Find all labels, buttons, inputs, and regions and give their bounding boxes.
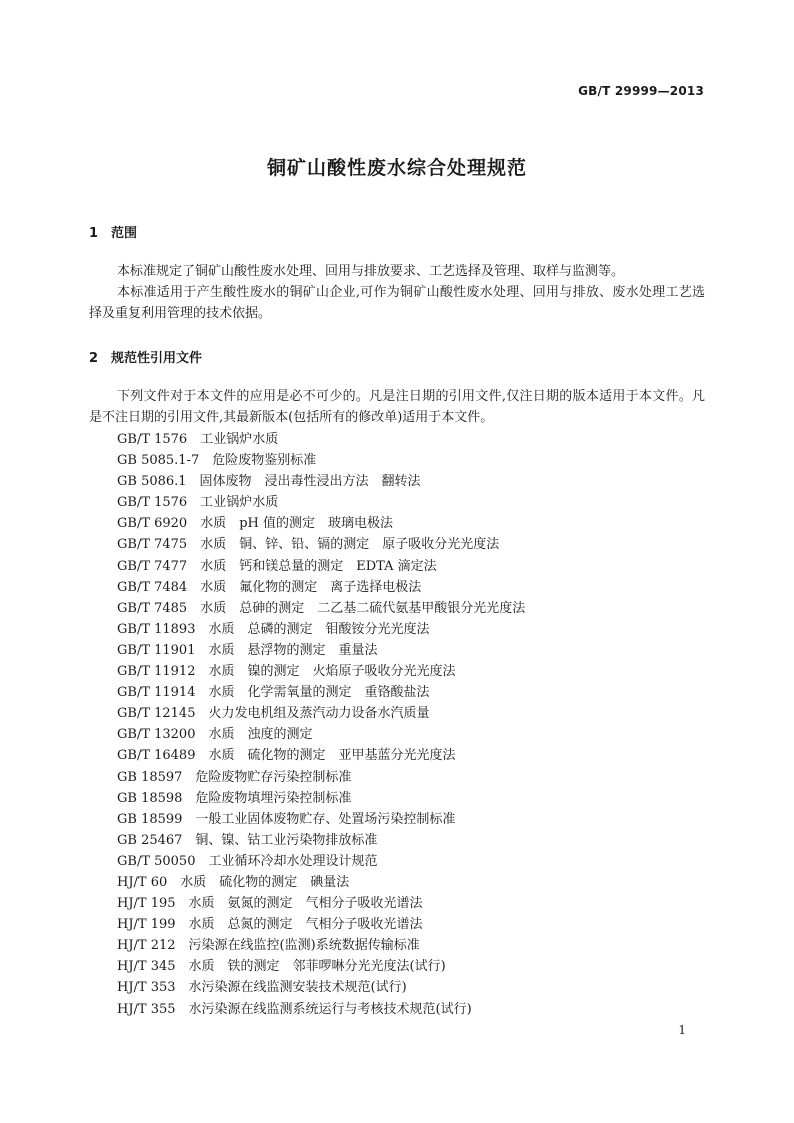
reference-item: GB/T 16489 水质 硫化物的测定 亚甲基蓝分光光度法 [117,748,456,764]
reference-item: GB/T 7475 水质 铜、锌、铅、镉的测定 原子吸收分光光度法 [117,537,500,553]
reference-item: GB 18597 危险废物贮存污染控制标准 [117,769,352,785]
reference-item: GB/T 13200 水质 浊度的测定 [117,727,313,743]
section-number: 2 [89,351,99,366]
section-title: 范围 [111,226,138,241]
reference-item: GB/T 1576 工业锅炉水质 [117,432,279,447]
reference-item: GB/T 7485 水质 总砷的测定 二乙基二硫代氨基甲酸银分光光度法 [117,600,526,616]
reference-item: GB 25467 铜、镍、钴工业污染物排放标准 [117,832,378,848]
standard-number: GB/T 29999—2013 [578,84,704,98]
reference-item: HJ/T 212 污染源在线监控(监测)系统数据传输标准 [117,938,420,954]
reference-item: GB 18598 危险废物填埋污染控制标准 [117,790,352,806]
reference-item: GB/T 7477 水质 钙和镁总量的测定 EDTA 滴定法 [117,558,437,574]
reference-item: GB 18599 一般工业固体废物贮存、处置场污染控制标准 [117,811,456,827]
reference-item: HJ/T 199 水质 总氮的测定 气相分子吸收光谱法 [117,917,423,933]
reference-item: GB 5085.1-7 危险废物鉴别标准 [117,453,317,469]
scope-paragraph-1: 本标准规定了铜矿山酸性废水处理、回用与排放要求、工艺选择及管理、取样与监测等。 [117,264,625,279]
reference-item: GB/T 1576 工业锅炉水质 [117,495,279,511]
page-number: 1 [678,1023,686,1037]
reference-item: HJ/T 345 水质 铁的测定 邻菲啰啉分光光度法(试行) [117,959,446,975]
scope-paragraph-2: 本标准适用于产生酸性废水的铜矿山企业,可作为铜矿山酸性废水处理、回用与排放、废水处理工艺选择及重复利用管理的技术依据。 [89,285,705,321]
section-heading-normative-references [89,347,202,366]
reference-item: HJ/T 195 水质 氨氮的测定 气相分子吸收光谱法 [117,896,423,912]
reference-item: GB/T 6920 水质 pH 值的测定 玻璃电极法 [117,516,393,532]
section-heading-scope [89,222,137,241]
reference-item: HJ/T 60 水质 硫化物的测定 碘量法 [117,874,350,890]
reference-item: GB/T 11912 水质 镍的测定 火焰原子吸收分光光度法 [117,664,456,680]
reference-item: GB/T 7484 水质 氟化物的测定 离子选择电极法 [117,579,422,595]
reference-item: HJ/T 353 水污染源在线监测安装技术规范(试行) [117,980,407,996]
reference-item: GB/T 11893 水质 总磷的测定 钼酸铵分光光度法 [117,621,430,637]
reference-item: GB/T 11914 水质 化学需氧量的测定 重铬酸盐法 [117,685,430,701]
section-title: 规范性引用文件 [111,351,203,366]
reference-item: HJ/T 355 水污染源在线监测系统运行与考核技术规范(试行) [117,1001,472,1017]
reference-item: GB/T 50050 工业循环冷却水处理设计规范 [117,853,378,869]
document-title: 铜矿山酸性废水综合处理规范 [266,157,527,179]
reference-item: GB/T 12145 火力发电机组及蒸汽动力设备水汽质量 [117,706,430,722]
reference-item: GB/T 11901 水质 悬浮物的测定 重量法 [117,642,378,658]
section-number: 1 [89,226,99,241]
references-intro-paragraph: 下列文件对于本文件的应用是必不可少的。凡是注日期的引用文件,仅注日期的版本适用于本文件。凡是不注日期的引用文件,其最新版本(包括所有的修改单)适用于本文件。 [89,389,705,425]
reference-item: GB 5086.1 固体废物 浸出毒性浸出方法 翻转法 [117,474,421,490]
reference-list [117,429,525,1020]
